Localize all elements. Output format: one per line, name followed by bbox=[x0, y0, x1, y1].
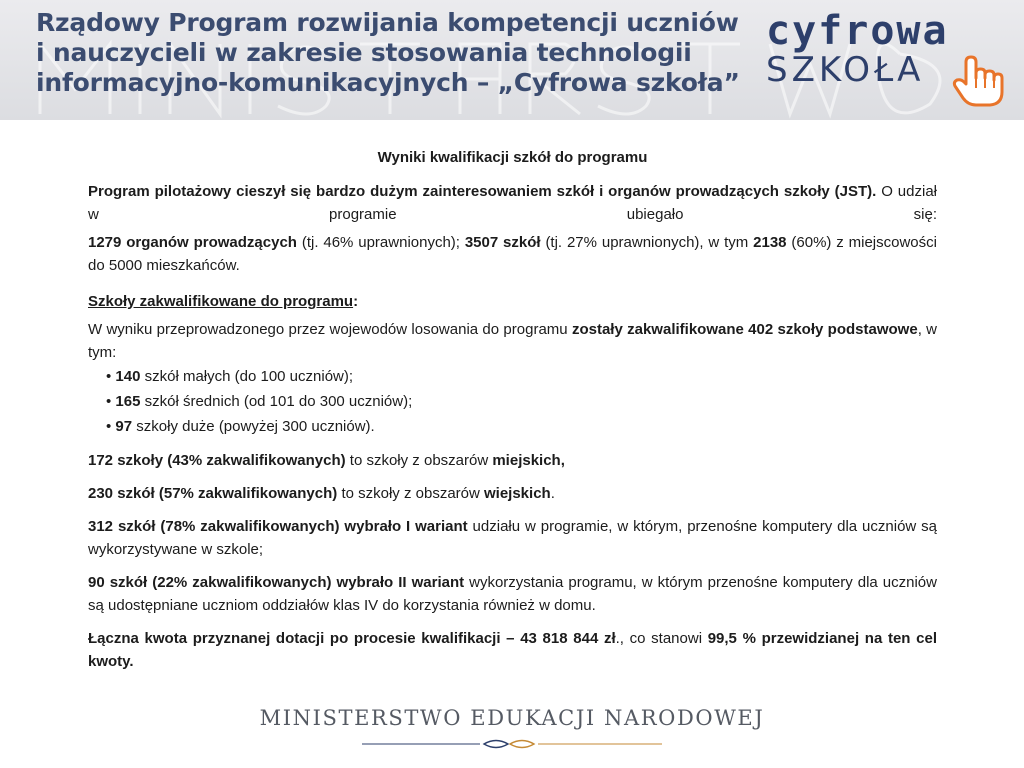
cyfrowa-szkola-logo bbox=[764, 8, 1014, 108]
qualified-count: zostały zakwalifikowane 402 szkoły podstawowe bbox=[571, 321, 918, 338]
list-item-text: szkoły duże (powyżej 300 uczniów). bbox=[132, 418, 375, 435]
intro-bold: Program pilotażowy cieszył się bardzo dużym zainteresowaniem szkół i organów prowadzących szkoły (JST). bbox=[88, 183, 877, 200]
paragraph-applicants bbox=[88, 231, 937, 277]
applicants-schools: 3507 szkół bbox=[464, 234, 541, 251]
applicants-text-2: (tj. 27% uprawnionych), w tym bbox=[540, 234, 754, 251]
total-grant-amount: Łączna kwota przyznanej dotacji po procesie kwalifikacji – 43 818 844 zł bbox=[88, 630, 616, 647]
qualified-heading-colon: : bbox=[353, 293, 359, 310]
paragraph-urban bbox=[88, 449, 937, 472]
list-item bbox=[88, 414, 937, 439]
urban-count: 172 szkoły (43% zakwalifikowanych) bbox=[88, 452, 346, 469]
rural-count: 230 szkół (57% zakwalifikowanych) bbox=[88, 485, 338, 502]
rural-period: . bbox=[550, 485, 555, 502]
applicants-organs: 1279 organów prowadzących bbox=[88, 234, 297, 251]
applicants-text-3: (60%) z miejscowości do 5000 mieszkańców. bbox=[88, 234, 937, 274]
footer-ornament-icon bbox=[362, 736, 662, 752]
bullet-glyph: • bbox=[106, 418, 116, 435]
slide-header bbox=[0, 0, 1024, 120]
slide-footer bbox=[0, 700, 1024, 768]
qualified-heading bbox=[88, 290, 937, 313]
list-item-number: 97 bbox=[115, 418, 133, 435]
logo-word-cyfrowa: cyfrowa bbox=[766, 8, 949, 54]
list-item bbox=[88, 364, 937, 389]
program-title bbox=[36, 8, 756, 98]
school-size-list bbox=[88, 364, 937, 439]
paragraph-qualified bbox=[88, 318, 937, 364]
list-item-text: szkół średnich (od 101 do 300 uczniów); bbox=[140, 393, 413, 410]
slide-content bbox=[88, 146, 937, 673]
program-title-line-3: informacyjno-komunikacyjnych – „Cyfrowa szkoła” bbox=[36, 68, 740, 97]
paragraph-variant-1 bbox=[88, 515, 937, 561]
paragraph-variant-2 bbox=[88, 571, 937, 617]
applicants-text-1: (tj. 46% uprawnionych); bbox=[296, 234, 465, 251]
ministry-name: MINISTERSTWO EDUKACJI NARODOWEJ bbox=[259, 706, 765, 730]
rural-label: wiejskich bbox=[484, 485, 551, 502]
variant-1-count: 312 szkół (78% zakwalifikowanych) wybrało I wariant bbox=[88, 518, 468, 535]
paragraph-intro bbox=[88, 180, 937, 226]
bullet-glyph: • bbox=[106, 393, 116, 410]
total-grant-text: ., co stanowi bbox=[615, 630, 708, 647]
list-item-text: szkół małych (do 100 uczniów); bbox=[140, 368, 354, 385]
bullet-glyph: • bbox=[106, 368, 116, 385]
qualified-text-2: , w tym: bbox=[88, 321, 938, 361]
total-grant-share: 99,5 % przewidzianej na ten cel kwoty. bbox=[88, 630, 937, 670]
qualified-text-1: W wyniku przeprowadzonego przez wojewodów losowania do programu bbox=[88, 321, 572, 338]
paragraph-total-grant bbox=[88, 627, 937, 673]
list-item-number: 165 bbox=[115, 393, 141, 410]
list-item bbox=[88, 389, 937, 414]
program-title-line-1: Rządowy Program rozwijania kompetencji uczniów bbox=[36, 8, 739, 37]
paragraph-rural bbox=[88, 482, 937, 505]
pointer-hand-icon bbox=[952, 54, 1008, 108]
applicants-small-towns: 2138 bbox=[753, 234, 787, 251]
logo-word-szkola: SZKOŁA bbox=[766, 50, 925, 90]
list-item-number: 140 bbox=[115, 368, 141, 385]
rural-text: to szkoły z obszarów bbox=[337, 485, 484, 502]
section-title: Wyniki kwalifikacji szkół do programu bbox=[377, 149, 648, 166]
qualified-heading-text: Szkoły zakwalifikowane do programu bbox=[88, 293, 354, 310]
urban-text: to szkoły z obszarów bbox=[345, 452, 493, 469]
urban-label: miejskich, bbox=[492, 452, 565, 469]
intro-rest: O udział w programie ubiegało się: bbox=[88, 183, 937, 223]
variant-2-text: wykorzystania programu, w którym przenośne komputery dla uczniów są udostępniane uczniom oddziałów klas IV do korzystania również w domu. bbox=[88, 574, 937, 614]
program-title-line-2: i nauczycieli w zakresie stosowania technologii bbox=[36, 38, 692, 67]
variant-2-count: 90 szkół (22% zakwalifikowanych) wybrało II wariant bbox=[88, 574, 465, 591]
variant-1-text: udziału w programie, w którym, przenośne komputery dla uczniów są wykorzystywane w szkole; bbox=[88, 518, 937, 558]
